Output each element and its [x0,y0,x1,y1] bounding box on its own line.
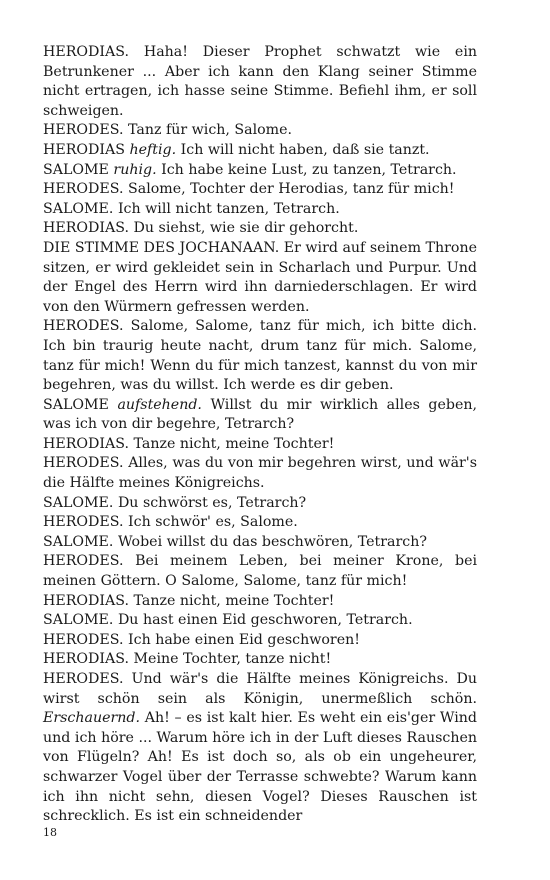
dialogue-text: Salome, Salome, tanz für mich, ich bitte dich. Ich bin traurig heute nacht, drum tanz für mich. Salome, tanz für mich! Wenn du für mich tanzest, kannst du von mir begehren, was du willst. Ich werde es dir geben. [43,318,477,394]
stage-direction: aufstehend. [117,396,202,413]
paragraph [43,219,477,239]
speaker-name: HERODIAS. [43,44,129,60]
dialogue-text: Tanze nicht, meine Tochter! [133,592,335,609]
paragraph [43,180,477,200]
dialogue-text: Alles, was du von mir begehren wirst, und wär's die Hälfte meines Königreichs. [43,455,477,492]
paragraph [43,161,477,181]
speaker-name: HERODES. [43,514,124,531]
speaker-name: SALOME. [43,533,114,550]
dialogue-text: Willst du mir wirklich alles geben, was ich von dir begehre, Tetrarch? [43,396,478,433]
speaker-name: HERODES. [43,671,124,687]
dialogue-text: Ich habe keine Lust, zu tanzen, Tetrarch. [161,161,457,178]
dialogue-text: Ich habe einen Eid geschworen! [128,631,360,648]
paragraph [43,631,477,651]
speaker-name: HERODIAS. [43,651,129,668]
speaker-name: SALOME. [43,200,114,217]
paragraph [43,396,477,435]
speaker-name: SALOME [43,161,109,178]
dialogue-text: Tanze nicht, meine Tochter! [133,435,335,452]
speaker-name: HERODIAS. [43,220,129,237]
stage-direction: heftig. [129,141,177,158]
dialogue-text: Ich will nicht haben, daß sie tanzt. [180,141,430,158]
dialogue-text: Meine Tochter, tanze nicht! [133,651,332,668]
paragraph [43,435,477,455]
paragraph [43,552,477,591]
speaker-name: HERODIAS. [43,592,129,609]
dialogue-text: Und wär's die Hälfte meines Königreichs. Du wirst schön sein als Königin, unermeßlich schön. Erschauernd. Ah! – es ist kalt hier. Es weht ein eis'ger Wind und ich höre ... Warum höre ich in der Luft dieses Rauschen von Flügeln? Ah! Es ist doch so, als ob ein ungeheurer, schwarzer Vogel über der Terrasse schwebte? Warum kann ich ihn nicht sehn, diesen Vogel? Dieses Rauschen ist schrecklich. Es ist ein schneidender [43,671,477,825]
dialogue-text: Tanz für wich, Salome. [128,122,293,139]
dialogue-text: Du schwörst es, Tetrarch? [117,494,307,511]
dialogue-text: Du siehst, wie sie dir gehorcht. [133,220,359,237]
paragraph [43,650,477,670]
dialogue-text: Er wird auf seinem Throne sitzen, er wird gekleidet sein in Scharlach und Purpur. Und der Engel des Herrn wird ihn darniederschlagen. Er wird von den Würmern gefressen werden. [43,239,477,315]
dialogue-text: Salome, Tochter der Herodias, tanz für mich! [128,181,455,198]
speaker-name: HERODES. [43,122,124,139]
dialogue-text: Du hast einen Eid geschworen, Tetrarch. [117,612,413,629]
paragraph [43,121,477,141]
speaker-name: HERODES. [43,318,124,335]
dialogue-text: Haha! Dieser Prophet schwatzt wie ein Betrunkener ... Aber ich kann den Klang seiner Stimme nicht ertragen, ich hasse seine Stimme. Befiehl ihm, er soll schweigen. [43,44,478,119]
speaker-name: SALOME. [43,612,114,629]
paragraph [43,454,477,493]
paragraph [43,317,477,395]
speaker-name: HERODIAS. [43,435,129,452]
paragraph [43,200,477,220]
paragraph [43,533,477,553]
speaker-name: HERODES. [43,631,124,648]
speaker-name: SALOME [43,396,109,413]
speaker-name: HERODES. [43,553,124,570]
speaker-name: HERODES. [43,455,124,472]
paragraph [43,670,477,827]
paragraph [43,494,477,514]
stage-direction: ruhig. [113,161,157,178]
dialogue-text: Wobei willst du das beschwören, Tetrarch? [117,533,427,550]
paragraph [43,239,477,317]
speaker-name: DIE STIMME DES JOCHANAAN. [43,239,280,256]
paragraph [43,43,477,121]
dialogue-text: Bei meinem Leben, bei meiner Krone, bei meinen Göttern. O Salome, Salome, tanz für mich! [43,553,477,590]
paragraph [43,513,477,533]
page-body [43,43,477,827]
paragraph [43,611,477,631]
dialogue-text: Ich will nicht tanzen, Tetrarch. [117,200,340,217]
speaker-name: HERODIAS [43,141,125,158]
page-number: 18 [43,826,57,839]
paragraph [43,141,477,161]
paragraph [43,592,477,612]
speaker-name: HERODES. [43,181,124,198]
speaker-name: SALOME. [43,494,114,511]
dialogue-text: Ich schwör' es, Salome. [128,514,298,531]
